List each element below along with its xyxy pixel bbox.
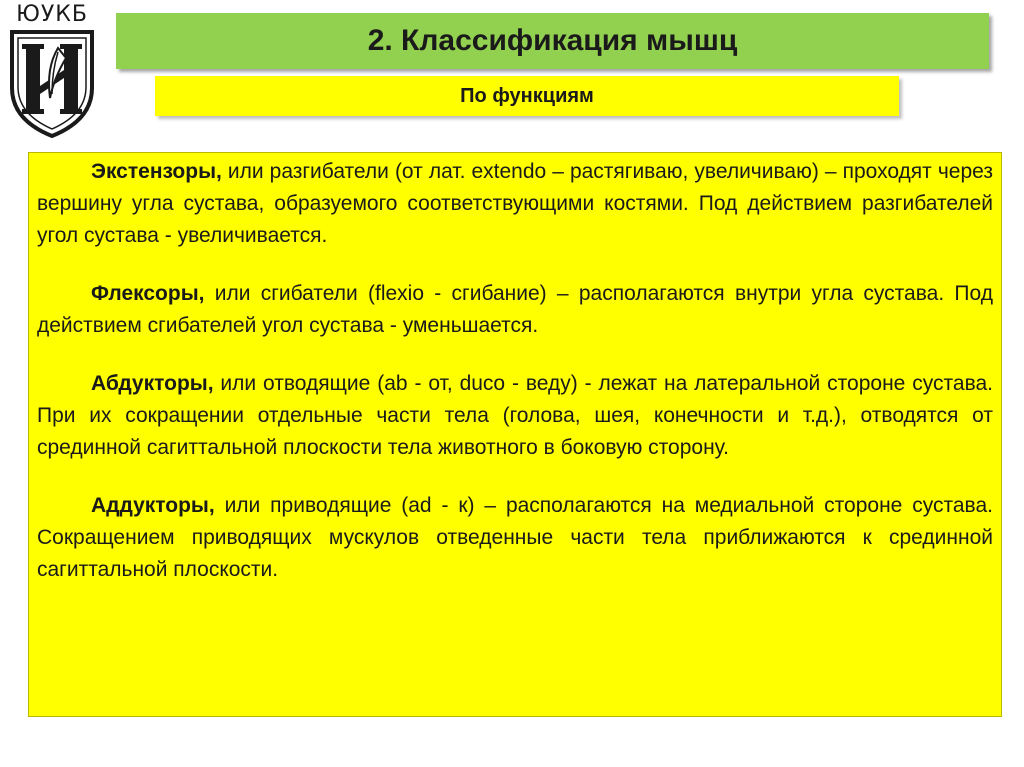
term-extensors: Экстензоры, (91, 160, 222, 183)
subtitle-banner (155, 76, 899, 116)
logo-text: ЮУКБ (16, 2, 88, 27)
paragraph-abductors (37, 368, 993, 464)
term-abductors: Абдукторы, (91, 372, 214, 395)
term-adductors: Аддукторы, (91, 494, 215, 517)
definition-abductors: или отводящие (ab - от, duco - веду) - лежат на латеральной стороне сустава. При их сокращении отдельные части тела (голова, шея, конечности и т.д.), отводятся от срединной сагиттальной плоскости тела животного в боковую сторону. (37, 372, 993, 459)
university-logo (6, 2, 98, 138)
paragraph-flexors (37, 278, 993, 342)
paragraph-extensors (37, 156, 993, 252)
definition-extensors: или разгибатели (от лат. extendo – растягиваю, увеличиваю) – проходят через вершину угла сустава, образуемого соответствующими костями. Под действием разгибателей угол сустава - увеличивается. (37, 160, 993, 247)
content-panel (28, 152, 1002, 717)
definition-adductors: или приводящие (ad - к) – располагаются на медиальной стороне сустава. Сокращением приводящих мускулов отведенные части тела приближаются к срединной сагиттальной плоскости. (37, 494, 993, 581)
paragraph-adductors (37, 490, 993, 586)
shield-emblem-icon (6, 28, 98, 138)
page-subtitle: По функциям (460, 84, 594, 107)
title-banner (116, 13, 989, 69)
page-title: 2. Классификация мышц (367, 24, 738, 57)
definition-flexors: или сгибатели (flexio - сгибание) – располагаются внутри угла сустава. Под действием сгибателей угол сустава - уменьшается. (37, 282, 993, 337)
term-flexors: Флексоры, (91, 282, 205, 305)
